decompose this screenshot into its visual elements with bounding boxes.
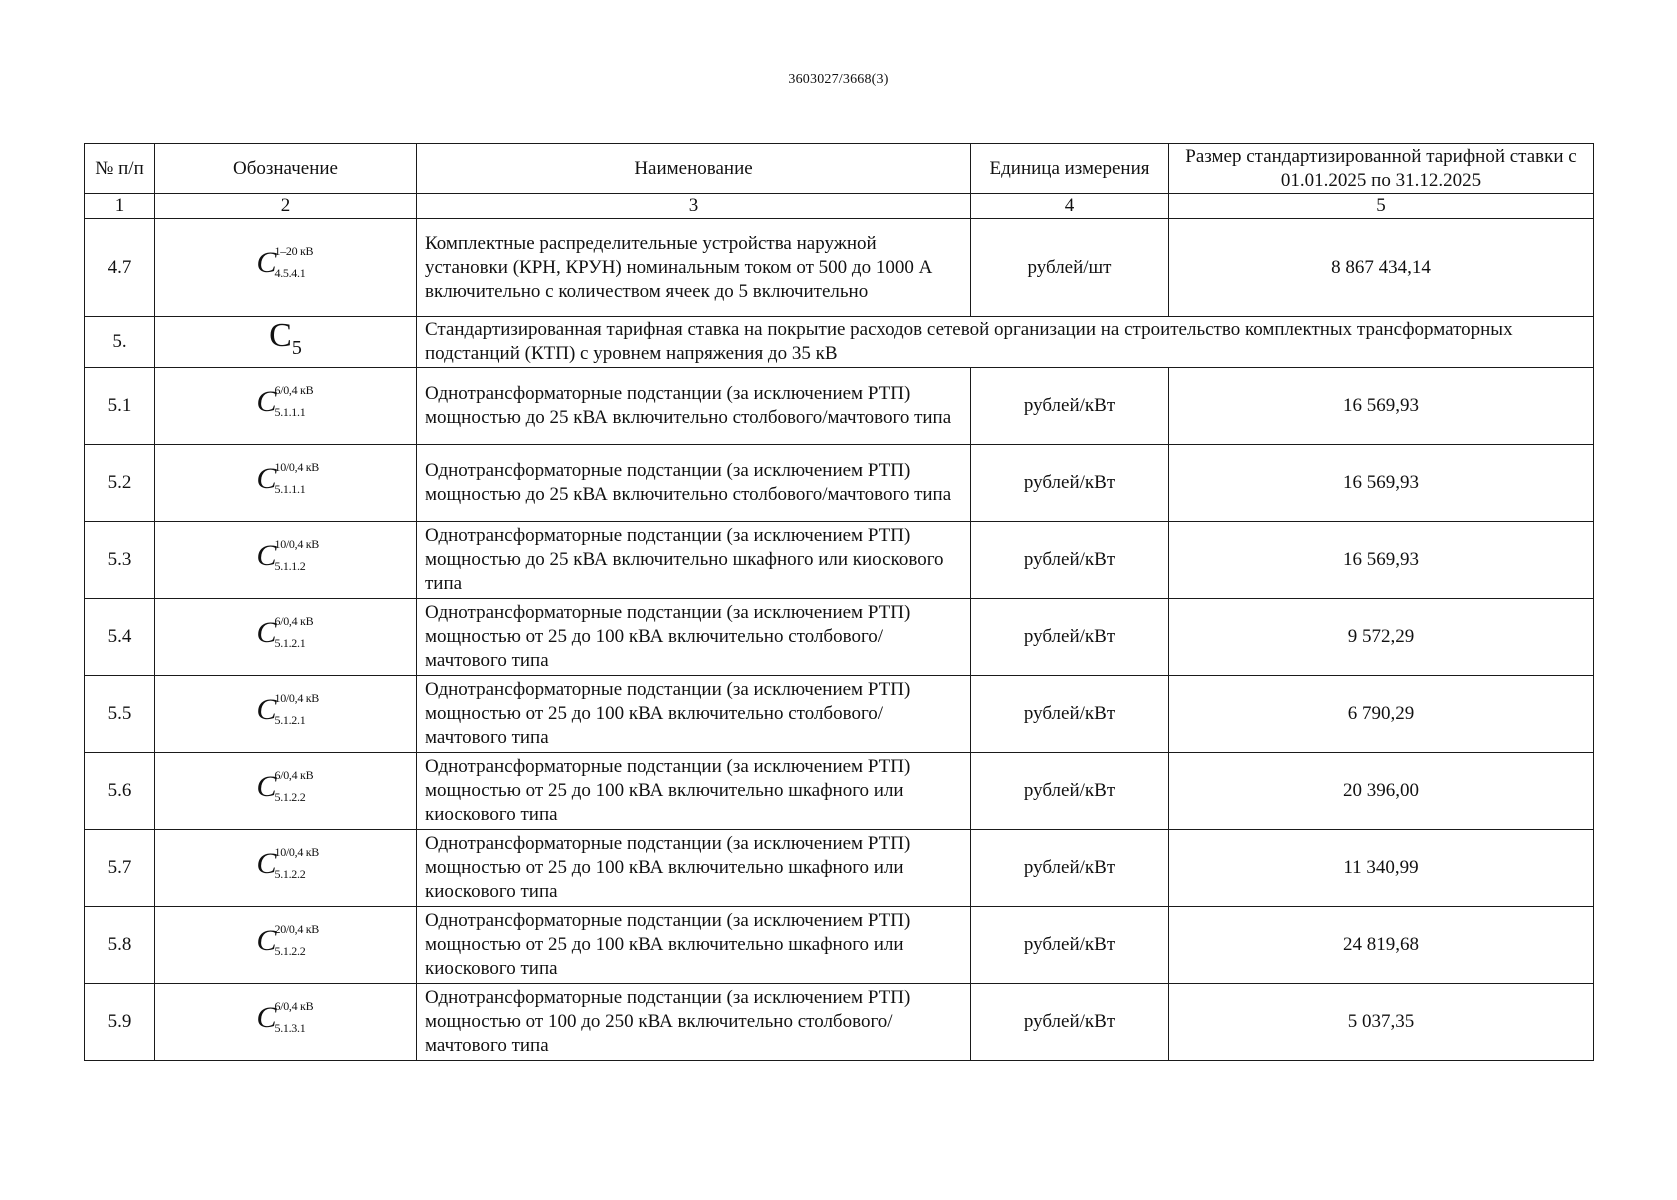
row-value: 16 569,93 xyxy=(1169,368,1594,445)
row-value: 16 569,93 xyxy=(1169,522,1594,599)
column-number: 2 xyxy=(155,194,417,219)
section-symbol xyxy=(155,317,417,368)
section-symbol-subscript: 5 xyxy=(291,336,302,359)
tariff-symbol xyxy=(241,921,331,963)
symbol-superscript: 10/0,4 кВ xyxy=(274,844,319,859)
symbol-subscript: 4.5.4.1 xyxy=(274,266,306,280)
table-row xyxy=(85,599,1594,676)
table-row xyxy=(85,219,1594,317)
row-number: 4.7 xyxy=(85,219,155,317)
row-unit: рублей/кВт xyxy=(971,676,1169,753)
row-number: 5.1 xyxy=(85,368,155,445)
symbol-base: C xyxy=(256,615,277,649)
section-title: Стандартизированная тарифная ставка на покрытие расходов сетевой организации на строительство комплектных трансформаторных подстанций (КТП) с уровнем напряжения до 35 кВ xyxy=(417,317,1594,368)
tariff-symbol xyxy=(241,767,331,809)
row-symbol xyxy=(155,445,417,522)
symbol-superscript: 1–20 кВ xyxy=(274,244,314,258)
row-symbol xyxy=(155,599,417,676)
row-value: 16 569,93 xyxy=(1169,445,1594,522)
symbol-superscript: 10/0,4 кВ xyxy=(274,536,319,551)
header-unit: Единица измерения xyxy=(971,144,1169,194)
header-rate: Размер стандартизированной тарифной ставки с 01.01.2025 по 31.12.2025 xyxy=(1169,144,1594,194)
row-unit: рублей/кВт xyxy=(971,753,1169,830)
row-unit: рублей/кВт xyxy=(971,984,1169,1061)
table-row xyxy=(85,522,1594,599)
table-row xyxy=(85,984,1594,1061)
document-number: 3603027/3668(3) xyxy=(788,72,889,87)
row-number: 5.7 xyxy=(85,830,155,907)
row-number: 5.6 xyxy=(85,753,155,830)
tariff-symbol xyxy=(241,459,331,501)
row-value: 24 819,68 xyxy=(1169,907,1594,984)
row-number: 5.8 xyxy=(85,907,155,984)
row-unit: рублей/шт xyxy=(971,219,1169,317)
symbol-subscript: 5.1.2.2 xyxy=(274,866,306,881)
table-row xyxy=(85,830,1594,907)
row-unit: рублей/кВт xyxy=(971,522,1169,599)
tariff-symbol xyxy=(241,613,331,655)
symbol-base: C xyxy=(256,538,277,572)
symbol-subscript: 5.1.2.1 xyxy=(274,712,306,727)
row-symbol xyxy=(155,676,417,753)
column-number: 1 xyxy=(85,194,155,219)
symbol-base: C xyxy=(256,384,277,418)
row-number: 5.9 xyxy=(85,984,155,1061)
symbol-superscript: 6/0,4 кВ xyxy=(274,382,314,397)
row-number: 5.2 xyxy=(85,445,155,522)
rows-body xyxy=(85,368,1594,1061)
row-name: Однотрансформаторные подстанции (за исключением РТП) мощностью до 25 кВА включительно столбового/мачтового типа xyxy=(417,368,971,445)
tariff-symbol xyxy=(241,243,331,285)
row-unit: рублей/кВт xyxy=(971,445,1169,522)
header-designation: Обозначение xyxy=(155,144,417,194)
tariff-symbol xyxy=(241,998,331,1040)
symbol-subscript: 5.1.1.1 xyxy=(274,404,306,419)
row-name: Однотрансформаторные подстанции (за исключением РТП) мощностью от 25 до 100 кВА включительно шкафного или киоскового типа xyxy=(417,907,971,984)
row-unit: рублей/кВт xyxy=(971,599,1169,676)
symbol-superscript: 10/0,4 кВ xyxy=(274,690,319,705)
symbol-subscript: 5.1.2.2 xyxy=(274,943,306,958)
row-symbol xyxy=(155,984,417,1061)
row-name: Однотрансформаторные подстанции (за исключением РТП) мощностью от 100 до 250 кВА включительно столбового/мачтового типа xyxy=(417,984,971,1061)
row-value: 11 340,99 xyxy=(1169,830,1594,907)
symbol-base: C xyxy=(256,1000,277,1034)
row-symbol xyxy=(155,219,417,317)
tariff-symbol xyxy=(241,844,331,886)
row-name: Однотрансформаторные подстанции (за исключением РТП) мощностью до 25 кВА включительно шкафного или киоскового типа xyxy=(417,522,971,599)
symbol-base: C xyxy=(256,769,277,803)
symbol-superscript: 6/0,4 кВ xyxy=(274,613,314,628)
row-name: Однотрансформаторные подстанции (за исключением РТП) мощностью до 25 кВА включительно столбового/мачтового типа xyxy=(417,445,971,522)
row-value: 8 867 434,14 xyxy=(1169,219,1594,317)
row-symbol xyxy=(155,522,417,599)
row-symbol xyxy=(155,907,417,984)
row-name: Однотрансформаторные подстанции (за исключением РТП) мощностью от 25 до 100 кВА включительно столбового/мачтового типа xyxy=(417,599,971,676)
header-name: Наименование xyxy=(417,144,971,194)
row-unit: рублей/кВт xyxy=(971,830,1169,907)
section-symbol-base: C xyxy=(269,317,292,355)
tariff-symbol xyxy=(241,382,331,424)
symbol-base: C xyxy=(256,461,277,495)
row-number: 5.3 xyxy=(85,522,155,599)
symbol-subscript: 5.1.3.1 xyxy=(274,1020,306,1035)
row-unit: рублей/кВт xyxy=(971,368,1169,445)
symbol-subscript: 5.1.1.2 xyxy=(274,558,306,573)
row-symbol xyxy=(155,753,417,830)
row-unit: рублей/кВт xyxy=(971,907,1169,984)
column-number: 4 xyxy=(971,194,1169,219)
section-row xyxy=(85,317,1594,368)
table-header-row xyxy=(85,144,1594,194)
row-value: 5 037,35 xyxy=(1169,984,1594,1061)
row-value: 6 790,29 xyxy=(1169,676,1594,753)
row-name: Однотрансформаторные подстанции (за исключением РТП) мощностью от 25 до 100 кВА включительно шкафного или киоскового типа xyxy=(417,753,971,830)
symbol-superscript: 10/0,4 кВ xyxy=(274,459,319,474)
header-num: № п/п xyxy=(85,144,155,194)
row-name: Комплектные распределительные устройства наружной установки (КРН, КРУН) номинальным током от 500 до 1000 А включительно с количеством ячеек до 5 включительно xyxy=(417,219,971,317)
tariff-table xyxy=(84,143,1594,1061)
table-row xyxy=(85,753,1594,830)
table-row xyxy=(85,368,1594,445)
column-numbers-row xyxy=(85,194,1594,219)
table-row xyxy=(85,676,1594,753)
symbol-superscript: 6/0,4 кВ xyxy=(274,998,314,1013)
row-number: 5.5 xyxy=(85,676,155,753)
section-number: 5. xyxy=(85,317,155,368)
symbol-subscript: 5.1.1.1 xyxy=(274,481,306,496)
tariff-symbol xyxy=(241,690,331,732)
section-symbol-text xyxy=(269,318,302,366)
row-symbol xyxy=(155,368,417,445)
table-row xyxy=(85,445,1594,522)
row-name: Однотрансформаторные подстанции (за исключением РТП) мощностью от 25 до 100 кВА включительно столбового/мачтового типа xyxy=(417,676,971,753)
column-number: 5 xyxy=(1169,194,1594,219)
row-value: 20 396,00 xyxy=(1169,753,1594,830)
symbol-superscript: 6/0,4 кВ xyxy=(274,767,314,782)
tariff-symbol xyxy=(241,536,331,578)
row-value: 9 572,29 xyxy=(1169,599,1594,676)
column-number: 3 xyxy=(417,194,971,219)
row-name: Однотрансформаторные подстанции (за исключением РТП) мощностью от 25 до 100 кВА включительно шкафного или киоскового типа xyxy=(417,830,971,907)
symbol-base: C xyxy=(256,846,277,880)
symbol-subscript: 5.1.2.1 xyxy=(274,635,306,650)
table-row xyxy=(85,907,1594,984)
symbol-subscript: 5.1.2.2 xyxy=(274,789,306,804)
symbol-base: C xyxy=(256,246,277,279)
row-number: 5.4 xyxy=(85,599,155,676)
symbol-base: C xyxy=(256,923,277,957)
row-symbol xyxy=(155,830,417,907)
symbol-base: C xyxy=(256,692,277,726)
symbol-superscript: 20/0,4 кВ xyxy=(274,921,319,936)
